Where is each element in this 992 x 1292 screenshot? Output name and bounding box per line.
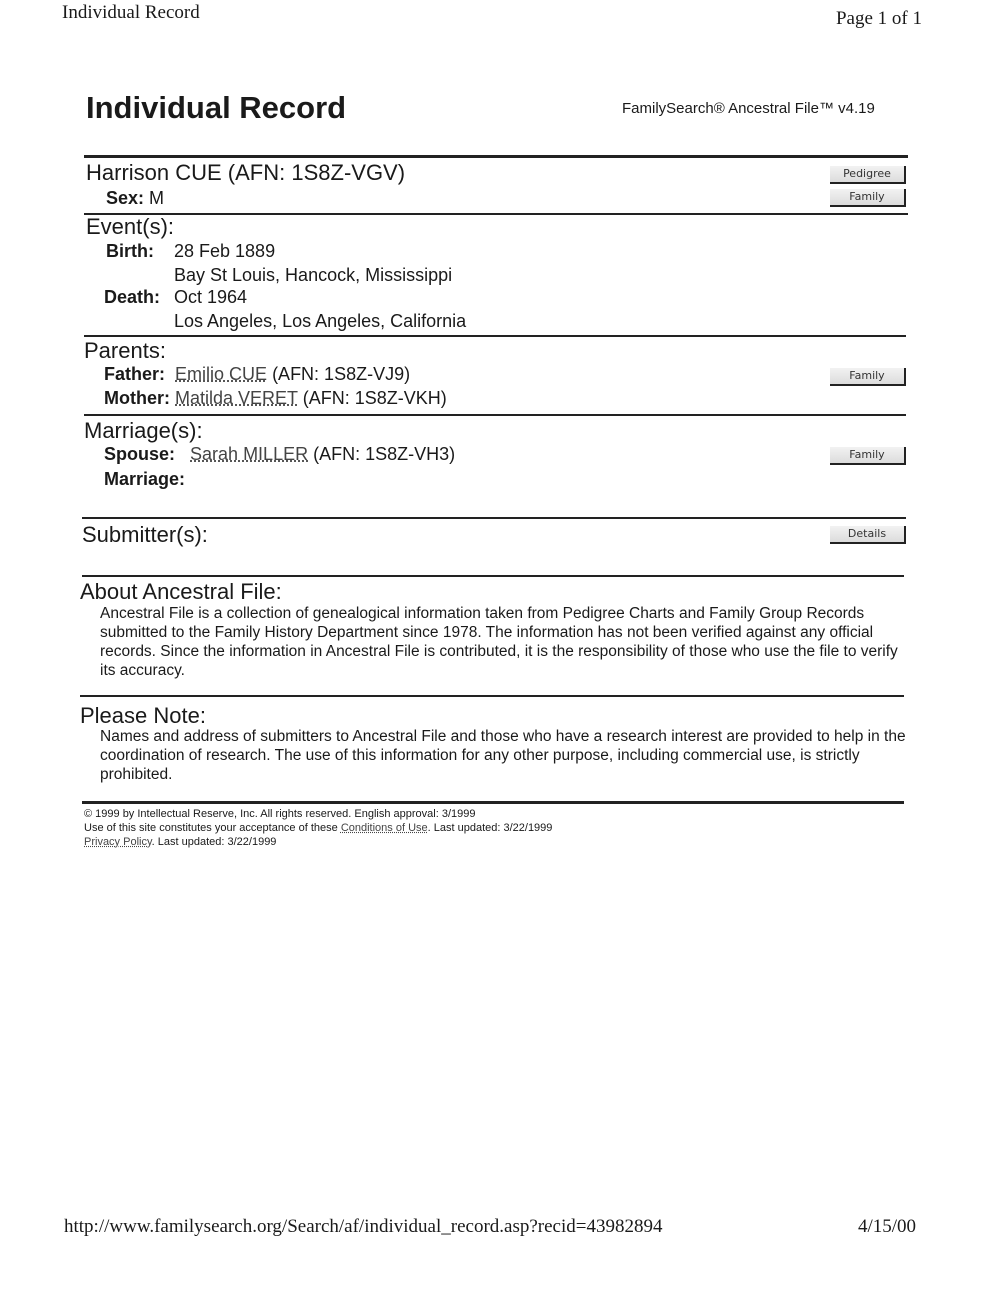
father-label: Father: bbox=[104, 364, 166, 384]
print-header-title: Individual Record bbox=[62, 2, 200, 23]
divider bbox=[82, 517, 906, 519]
divider bbox=[82, 575, 904, 577]
birth-label: Birth: bbox=[106, 241, 154, 261]
terms-row bbox=[84, 821, 552, 836]
privacy-policy-link[interactable]: Privacy Policy bbox=[84, 836, 152, 848]
spouse-label: Spouse: bbox=[104, 444, 176, 464]
sex-label: Sex: bbox=[106, 188, 145, 208]
mother-row bbox=[104, 388, 447, 409]
pedigree-button[interactable]: Pedigree bbox=[830, 166, 906, 184]
divider bbox=[84, 335, 906, 337]
mother-name-link[interactable]: Matilda VERET bbox=[175, 388, 298, 408]
spouse-name-link[interactable]: Sarah MILLER bbox=[190, 444, 309, 464]
divider bbox=[84, 155, 908, 158]
terms-suffix: . Last updated: 3/22/1999 bbox=[427, 822, 553, 834]
sex-row bbox=[106, 188, 164, 209]
death-label: Death: bbox=[104, 287, 161, 307]
birth-place: Bay St Louis, Hancock, Mississippi bbox=[174, 265, 453, 285]
terms-prefix: Use of this site constitutes your acceptance of these bbox=[84, 822, 338, 834]
note-text: Names and address of submitters to Ancestral File and those who have a research interest are provided to help in the coordination of research. The use of this information for any other purpose, including commercial use, is strictly prohibited. bbox=[100, 728, 906, 783]
spouse-afn: (AFN: 1S8Z-VH3) bbox=[313, 444, 456, 464]
app-version: FamilySearch® Ancestral File™ v4.19 bbox=[622, 100, 875, 117]
privacy-suffix: . Last updated: 3/22/1999 bbox=[151, 836, 277, 848]
page-title: Individual Record bbox=[86, 90, 347, 125]
mother-label: Mother: bbox=[104, 388, 170, 408]
person-name: Harrison CUE (AFN: 1S8Z-VGV) bbox=[86, 160, 406, 185]
death-date: Oct 1964 bbox=[174, 287, 248, 307]
events-heading: Event(s): bbox=[86, 214, 175, 239]
divider bbox=[84, 213, 908, 215]
marriages-heading: Marriage(s): bbox=[84, 418, 203, 443]
spouse-row bbox=[104, 444, 455, 465]
print-footer-date: 4/15/00 bbox=[857, 1216, 916, 1237]
print-footer-url: http://www.familysearch.org/Search/af/individual_record.asp?recid=43982894 bbox=[64, 1216, 663, 1237]
conditions-of-use-link[interactable]: Conditions of Use bbox=[340, 822, 428, 834]
spouse-family-button[interactable]: Family bbox=[830, 447, 906, 465]
sex-value: M bbox=[149, 188, 165, 208]
about-text: Ancestral File is a collection of genealogical information taken from Pedigree Charts and Family Group Records submitted to the Family History Department since 1978. The information has not been verified against any official records. Since the information in Ancestral File is contributed, it is the responsibility of those who use the file to verify its accuracy. bbox=[100, 605, 898, 679]
mother-afn: (AFN: 1S8Z-VKH) bbox=[302, 388, 447, 408]
details-button[interactable]: Details bbox=[830, 526, 906, 544]
submitters-heading: Submitter(s): bbox=[82, 522, 208, 547]
divider bbox=[80, 695, 904, 697]
copyright-text: © 1999 by Intellectual Reserve, Inc. All rights reserved. English approval: 3/1999 bbox=[84, 808, 476, 820]
parents-family-button[interactable]: Family bbox=[830, 368, 906, 386]
privacy-row bbox=[84, 835, 276, 850]
note-heading: Please Note: bbox=[80, 703, 206, 728]
father-name-link[interactable]: Emilio CUE bbox=[175, 364, 268, 384]
death-place: Los Angeles, Los Angeles, California bbox=[174, 311, 467, 331]
father-row bbox=[104, 364, 410, 385]
family-button[interactable]: Family bbox=[830, 189, 906, 207]
divider bbox=[84, 414, 906, 416]
birth-date: 28 Feb 1889 bbox=[174, 241, 276, 261]
parents-heading: Parents: bbox=[84, 338, 166, 363]
about-heading: About Ancestral File: bbox=[80, 579, 282, 604]
divider bbox=[82, 801, 904, 804]
marriage-label: Marriage: bbox=[104, 469, 186, 489]
father-afn: (AFN: 1S8Z-VJ9) bbox=[272, 364, 411, 384]
print-header-page: Page 1 of 1 bbox=[835, 8, 922, 29]
